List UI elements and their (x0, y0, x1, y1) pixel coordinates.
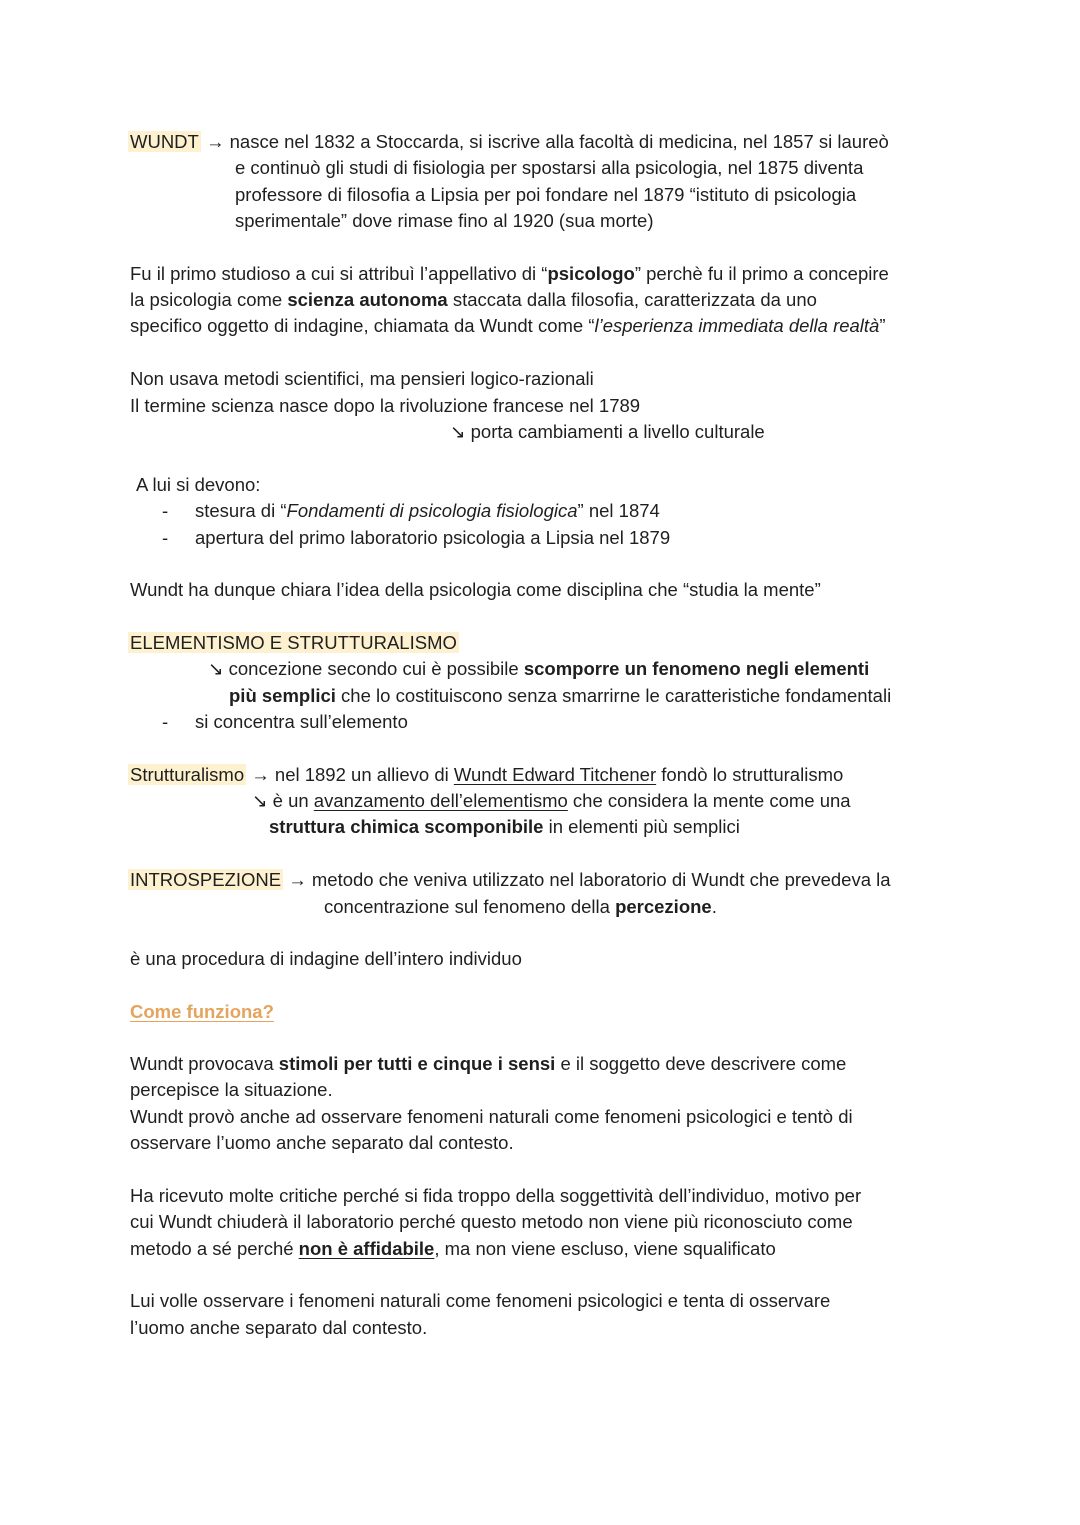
bold-percezione: percezione (615, 896, 712, 917)
italic-esperienza: l’esperienza immediata della realtà (594, 315, 880, 336)
wundt-label: WUNDT (130, 131, 199, 152)
text: Wundt provocava (130, 1053, 279, 1074)
text: → nel 1892 un allievo di (246, 764, 454, 785)
bold-scienza-autonoma: scienza autonoma (287, 289, 448, 310)
devono-intro: A lui si devono: (136, 474, 261, 495)
critiche-line-3 (130, 1238, 776, 1260)
psicologo-line-2 (130, 289, 817, 311)
mente-line: Wundt ha dunque chiara l’idea della psicologia come disciplina che “studia la mente” (130, 579, 821, 600)
text: specifico oggetto di indagine, chiamata da Wundt come “ (130, 315, 595, 336)
introspezione-label: INTROSPEZIONE (130, 869, 282, 890)
wundt-text-2: e continuò gli studi di fisiologia per spostarsi alla psicologia, nel 1875 diventa (235, 157, 864, 178)
bullet-dash: - (162, 527, 169, 548)
wundt-text-4: sperimentale” dove rimase fino al 1920 (sua morte) (235, 210, 654, 231)
text: , ma non viene escluso, viene squalificato (434, 1238, 776, 1259)
text: metodo a sé perché (130, 1238, 299, 1259)
text: ↘ è un (252, 790, 314, 811)
psicologo-line-3 (130, 315, 886, 337)
text: che lo costituiscono senza smarrirne le caratteristiche fondamentali (335, 685, 892, 706)
metodi-line-2: Il termine scienza nasce dopo la rivoluzione francese nel 1789 (130, 395, 641, 416)
come-funziona-heading (130, 1001, 274, 1023)
strutturalismo-line-1 (130, 764, 843, 786)
bold-stimoli: stimoli per tutti e cinque i sensi (278, 1053, 556, 1074)
stimoli-line-3: Wundt provò anche ad osservare fenomeni naturali come fenomeni psicologici e tentò di (130, 1106, 853, 1127)
text: ” perchè fu il primo a concepire (634, 263, 889, 284)
strutturalismo-line-2 (252, 790, 851, 812)
psicologo-line-1 (130, 263, 889, 285)
text: Fu il primo studioso a cui si attribuì l’appellativo di “ (130, 263, 548, 284)
introspezione-line-1 (130, 869, 891, 891)
critiche-line-2: cui Wundt chiuderà il laboratorio perché questo metodo non viene più riconosciuto come (130, 1211, 853, 1232)
underlined-titchener: Wundt Edward Titchener (453, 764, 657, 785)
bullet-dash: - (162, 500, 169, 521)
bold-underlined-non-affidabile: non è affidabile (298, 1238, 435, 1259)
text: concentrazione sul fenomeno della (324, 896, 616, 917)
strutturalismo-line-3 (269, 816, 740, 838)
text: ” (879, 315, 886, 336)
wundt-text-1: nasce nel 1832 a Stoccarda, si iscrive alla facoltà di medicina, nel 1857 si laureò (229, 131, 889, 152)
elementismo-line-2 (229, 685, 891, 707)
procedura-line: è una procedura di indagine dell’intero individuo (130, 948, 522, 969)
volle-line-2: l’uomo anche separato dal contesto. (130, 1317, 428, 1338)
text: staccata dalla filosofia, caratterizzata da uno (447, 289, 817, 310)
text: → metodo che veniva utilizzato nel laboratorio di Wundt che prevedeva la (283, 869, 891, 890)
wundt-text-3: professore di filosofia a Lipsia per poi fondare nel 1879 “istituto di psicologia (235, 184, 857, 205)
bold-psicologo: psicologo (547, 263, 635, 284)
text: che considera la mente come una (567, 790, 851, 811)
metodi-line-3: ↘ porta cambiamenti a livello culturale (450, 421, 765, 442)
elementismo-heading (130, 632, 459, 654)
text: fondò lo strutturalismo (656, 764, 844, 785)
text: ↘ concezione secondo cui è possibile (208, 658, 524, 679)
text: ” nel 1874 (577, 500, 660, 521)
stimoli-line-1 (130, 1053, 846, 1075)
strutturalismo-label: Strutturalismo (130, 764, 245, 785)
stimoli-line-2: percepisce la situazione. (130, 1079, 333, 1100)
text: in elementi più semplici (543, 816, 740, 837)
text: stesura di “ (195, 500, 287, 521)
bold-struttura-chimica: struttura chimica scomponibile (269, 816, 544, 837)
come-funziona-text: Come funziona? (130, 1001, 274, 1022)
wundt-line-1 (130, 131, 889, 153)
text: . (711, 896, 717, 917)
italic-fondamenti: Fondamenti di psicologia fisiologica (286, 500, 578, 521)
wundt-arrow: → (205, 131, 225, 152)
metodi-line-1: Non usava metodi scientifici, ma pensieri logico-razionali (130, 368, 594, 389)
elementismo-heading-text: ELEMENTISMO E STRUTTURALISMO (130, 632, 457, 653)
underlined-avanzamento: avanzamento dell’elementismo (313, 790, 568, 811)
introspezione-line-2 (324, 896, 717, 918)
elementismo-line-1 (208, 658, 869, 680)
volle-line-1: Lui volle osservare i fenomeni naturali come fenomeni psicologici e tenta di osservare (130, 1290, 831, 1311)
devono-item-2: apertura del primo laboratorio psicologia a Lipsia nel 1879 (195, 527, 671, 548)
stimoli-line-4: osservare l’uomo anche separato dal contesto. (130, 1132, 514, 1153)
text: e il soggetto deve descrivere come (555, 1053, 847, 1074)
elementismo-line-3: si concentra sull’elemento (195, 711, 408, 732)
devono-item-1 (195, 500, 660, 522)
bold-piu-semplici: più semplici (229, 685, 336, 706)
bullet-dash: - (162, 711, 169, 732)
critiche-line-1: Ha ricevuto molte critiche perché si fida troppo della soggettività dell’individuo, motivo per (130, 1185, 862, 1206)
bold-scomporre: scomporre un fenomeno negli elementi (523, 658, 870, 679)
text: la psicologia come (130, 289, 288, 310)
